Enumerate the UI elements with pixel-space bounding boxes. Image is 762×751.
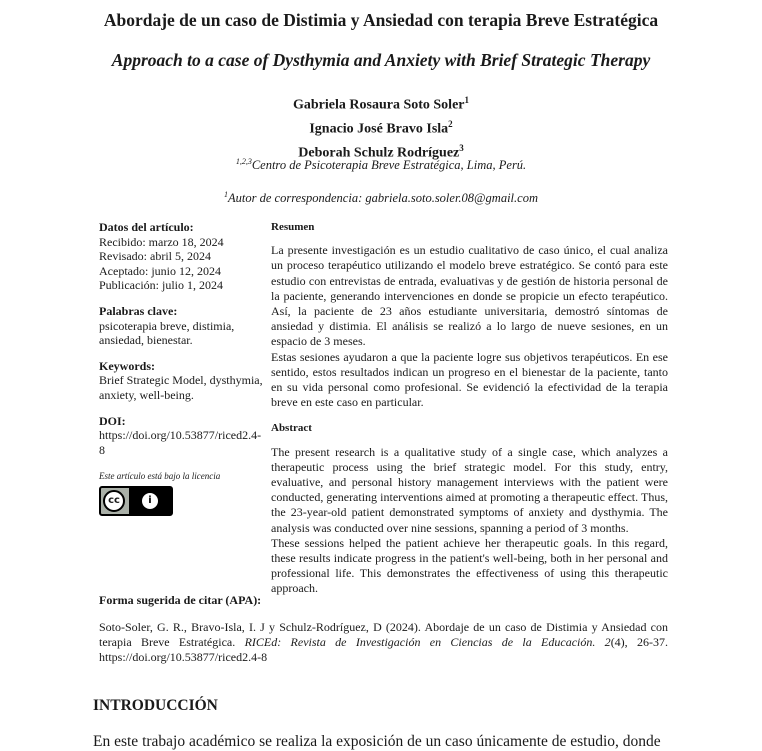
title-english: Approach to a case of Dysthymia and Anxiety with Brief Strategic Therapy (111, 50, 651, 70)
cc-icon: cc (103, 490, 125, 512)
correspondence-marker: 1 (224, 190, 229, 199)
author-name: Gabriela Rosaura Soto Soler (293, 97, 465, 113)
date-received: Recibido: marzo 18, 2024 (99, 234, 224, 249)
cc-by-license-badge[interactable] (99, 486, 173, 516)
date-accepted: Aceptado: junio 12, 2024 (99, 263, 221, 278)
citation-journal: RICEd: Revista de Investigación en Ciencias de la Educación. 2 (244, 635, 611, 650)
author (0, 115, 762, 139)
date-published: Publicación: julio 1, 2024 (99, 278, 223, 293)
resumen-paragraph: La presente investigación es un estudio cualitativo de caso único, el cual analiza un proceso terapéutico utilizando el modelo breve estratégico. Se contó para este estudio con entrevistas de entrada, evaluativas y de gestión de historia personal de la paciente, generando intervenciones en donde se propicie un efecto terapéutico. Así, la paciente de 23 años estudiante universitaria, demostró síntomas de ansiedad y distimia. El análisis se realizó a lo largo de nueve sesiones, en un espacio de 3 meses. (271, 243, 668, 349)
doi-heading: DOI: (99, 413, 126, 428)
author-affiliation-marker: 1 (464, 95, 469, 105)
affiliation-marker: 1,2,3 (235, 157, 252, 166)
keywords-english (99, 359, 264, 403)
author-name: Deborah Schulz Rodríguez (298, 145, 460, 161)
abstract-column (271, 220, 668, 597)
title-spanish: Abordaje de un caso de Distimia y Ansiedad con terapia Breve Estratégica (103, 10, 659, 30)
affiliation (0, 157, 762, 173)
abstract-heading: Abstract (271, 422, 312, 435)
correspondence (0, 190, 762, 206)
abstract-paragraph: The present research is a qualitative study of a single case, which analyzes a therapeutic process using the brief strategic model. For this study, entry, evaluative, and personal history management interviews with the patient were conducted, generating interventions aimed at promoting a therapeutic effect. Thus, the 23-year-old patient demonstrated symptoms of anxiety and dysthymia. The analysis was conducted over nine sessions, spanning a period of 3 months. (271, 444, 668, 535)
keywords-spanish-heading: Palabras clave: (99, 303, 178, 318)
author (0, 91, 762, 115)
article-data (99, 220, 264, 293)
article-sidebar (99, 220, 264, 516)
citation-heading: Forma sugerida de citar (APA): (99, 593, 262, 607)
citation-volume-doi: (4), 26-37. https://doi.org/10.53877/riced2.4-8 (99, 635, 668, 665)
introduction-heading: INTRODUCCIÓN (93, 697, 218, 714)
introduction-text: En este trabajo académico se realiza la exposición de un caso únicamente de estudio, donde (93, 733, 661, 750)
author-list (0, 91, 762, 163)
affiliation-text: Centro de Psicoterapia Breve Estratégica, Lima, Perú. (251, 158, 527, 173)
keywords-english-text: Brief Strategic Model, dysthymia, anxiety, well-being. (99, 373, 263, 402)
article-data-heading: Datos del artículo: (99, 220, 194, 234)
date-revised: Revisado: abril 5, 2024 (99, 249, 211, 264)
correspondence-text: Autor de correspondencia: gabriela.soto.soler.08@gmail.com (228, 191, 538, 206)
author-name: Ignacio José Bravo Isla (309, 121, 449, 137)
by-section (129, 488, 171, 514)
citation-authors-title: Soto-Soler, G. R., Bravo-Isla, I. J y Schulz-Rodríguez, D (2024). Abordaje de un caso de Distimia y Ansiedad con terapia Breve Estratégica. (99, 620, 668, 650)
keywords-english-heading: Keywords: (99, 358, 155, 373)
by-person-icon: i (142, 493, 158, 509)
abstract-paragraph: These sessions helped the patient achieve her therapeutic goals. In this regard, these results indicate progress in the patient's well-being, both in her personal and professional life. This demonstrates the effectiveness of using this therapeutic approach. (271, 535, 668, 596)
keywords-spanish-text: psicoterapia breve, distimia, ansiedad, bienestar. (99, 318, 235, 348)
author-affiliation-marker: 3 (459, 143, 464, 154)
license-note: Este artículo está bajo la licencia (99, 471, 221, 482)
citation-text (99, 620, 668, 666)
author-affiliation-marker: 2 (448, 119, 453, 130)
doi-link[interactable]: https://doi.org/10.53877/riced2.4-8 (99, 428, 262, 457)
resumen-paragraph: Estas sesiones ayudaron a que la paciente logre sus objetivos terapéuticos. En ese sentido, estos resultados indican un progreso en el bienestar de la paciente, tanto en su vida personal como profesional. Se evidenció la efectividad de la terapia breve en este caso en particular. (271, 349, 668, 410)
resumen-heading: Resumen (271, 221, 315, 233)
keywords-spanish (99, 304, 264, 348)
doi-block (99, 414, 264, 458)
